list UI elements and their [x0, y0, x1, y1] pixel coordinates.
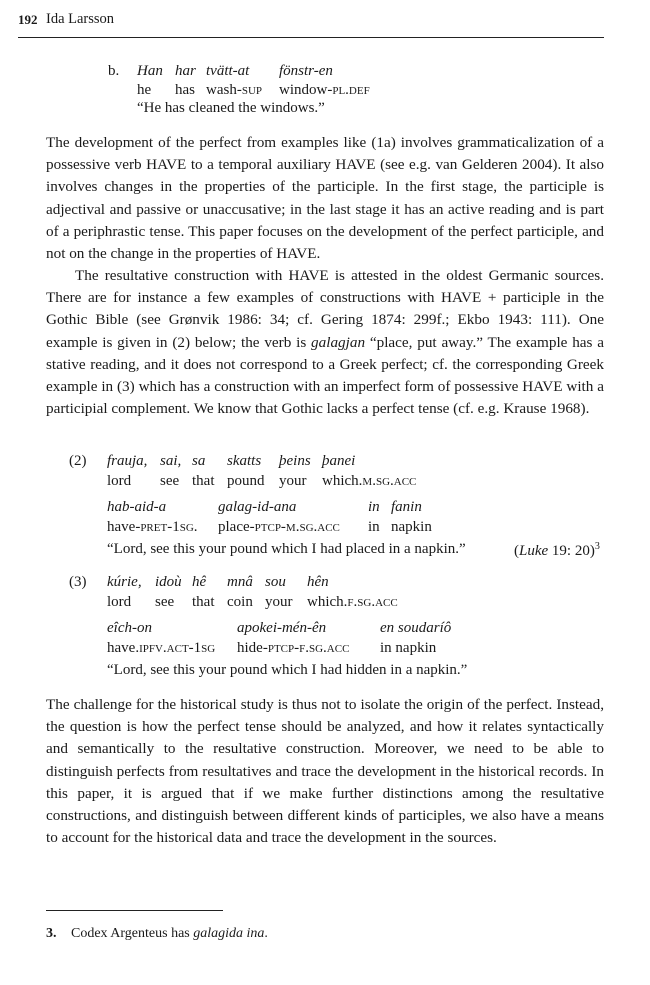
gloss-word: sou [265, 574, 286, 590]
body-paragraph-3: The challenge for the historical study is thus not to isolate the origin of the perfect. Instead, the question is how the perfect tense should be analyzed, and how it relates syntactically and semantically to the resultative construction. Moreover, we need to be able to distinguish perfects from resultatives and trace the development in the historical records. In this paper, it is argued that if we make further distinctions among the resultative constructions, and distinguish between different kinds of participles, we also have a means to account for the historical data and trace the development in the sources. [46, 696, 604, 847]
gloss-item: your [265, 594, 293, 610]
gloss-item: lord [107, 473, 132, 489]
gloss-word: frauja, [107, 453, 148, 469]
gloss-item: have-pret-1sg. [107, 519, 198, 535]
gloss-word: hên [307, 574, 329, 590]
term: galagjan [311, 333, 366, 351]
gloss-word: þeins [279, 453, 311, 469]
gloss-word: idoù [155, 574, 182, 590]
gloss-word: har [175, 63, 196, 79]
gloss-item: that [192, 473, 215, 489]
gloss-word: galag-id-ana [218, 499, 297, 515]
gloss-word: Han [137, 63, 163, 79]
gloss-word: tvätt-at [206, 63, 250, 79]
gloss-item: lord [107, 594, 132, 610]
gloss-item: which.m.sg.acc [322, 473, 417, 489]
gloss-item: pound [227, 473, 265, 489]
gloss-word: þanei [322, 453, 356, 469]
running-head-author: Ida Larsson [46, 11, 115, 27]
gloss-item: place-ptcp-m.sg.acc [218, 519, 340, 535]
gloss-word: in [368, 499, 380, 515]
page-number: 192 [18, 12, 38, 27]
term: galagida ina [193, 926, 265, 941]
gloss-item: your [279, 473, 307, 489]
gloss-word: en soudaríô [380, 620, 452, 636]
footnote-number: 3. [46, 926, 57, 941]
gloss-item: in napkin [380, 640, 437, 656]
body-paragraph-2: The resultative construction with HAVE is attested in the oldest Germanic sources. There are for instance a few examples of constructions with HAVE + participle in the Gothic Bible (see Grønvik 1986: 34; cf. Gering 1874: 299f.; Ekbo 1943: 111). One example is given in (2) below; the verb is galagjan “place, put away.” The example has a stative reading, and it does not correspond to a Greek perfect; cf. the corresponding Greek example in (3) which has a construction with an imperfect form of possessive HAVE with a participial complement. We know that Gothic lacks a perfect tense (cf. e.g. Krause 1968). [46, 267, 605, 418]
gloss-word: sa [192, 453, 206, 469]
gloss-item: window-pl.def [279, 82, 370, 98]
footnote-marker[interactable]: 3 [594, 541, 600, 552]
free-translation: “He has cleaned the windows.” [137, 100, 325, 116]
gloss-item: hide-ptcp-f.sg.acc [237, 640, 350, 656]
free-translation: “Lord, see this your pound which I had placed in a napkin.” [107, 541, 466, 557]
gloss-word: fönstr-en [279, 63, 333, 79]
gloss-item: in [368, 519, 380, 535]
gloss-word: hab-aid-a [107, 499, 167, 515]
example-label: (3) [69, 574, 87, 590]
gloss-item: see [160, 473, 180, 489]
gloss-word: fanin [391, 499, 422, 515]
gloss-item: see [155, 594, 175, 610]
body-paragraph-1: The development of the perfect from examples like (1a) involves grammaticalization of a possessive verb HAVE to a temporal auxiliary HAVE (see e.g. van Gelderen 2004). It also involves changes in the properties of the participle. In the first stage, the participle is adjectival and passive or unaccusative; in the last stage it has an active reading and is part of a periphrastic tense. This paper focuses on the development of the perfect participle, and not on the change in the properties of HAVE. [46, 134, 604, 263]
gloss-item: that [192, 594, 215, 610]
gloss-item: wash-sup [206, 82, 263, 98]
source-citation: (Luke 19: 20)$^3$ [514, 541, 600, 559]
gloss-item: which.f.sg.acc [307, 594, 398, 610]
example-label: b. [108, 63, 120, 79]
gloss-word: kúrie, [107, 574, 142, 590]
gloss-word: eîch-on [107, 620, 152, 636]
gloss-word: sai, [160, 453, 182, 469]
free-translation: “Lord, see this your pound which I had hidden in a napkin.” [107, 662, 468, 678]
gloss-item: napkin [391, 519, 432, 535]
running-header [18, 10, 604, 38]
gloss-item: coin [227, 594, 253, 610]
gloss-item: has [175, 82, 195, 98]
gloss-word: apokei-mén-ên [237, 620, 327, 636]
footnote-rule [46, 910, 223, 911]
gloss-word: hê [192, 574, 207, 590]
example-label: (2) [69, 453, 87, 469]
gloss-word: mnâ [227, 574, 253, 590]
gloss-word: skatts [227, 453, 262, 469]
footnote-3: 3. Codex Argenteus has galagida ina. [46, 926, 268, 941]
gloss-item: he [137, 82, 152, 98]
gloss-item: have.ipfv.act-1sg [107, 640, 216, 656]
